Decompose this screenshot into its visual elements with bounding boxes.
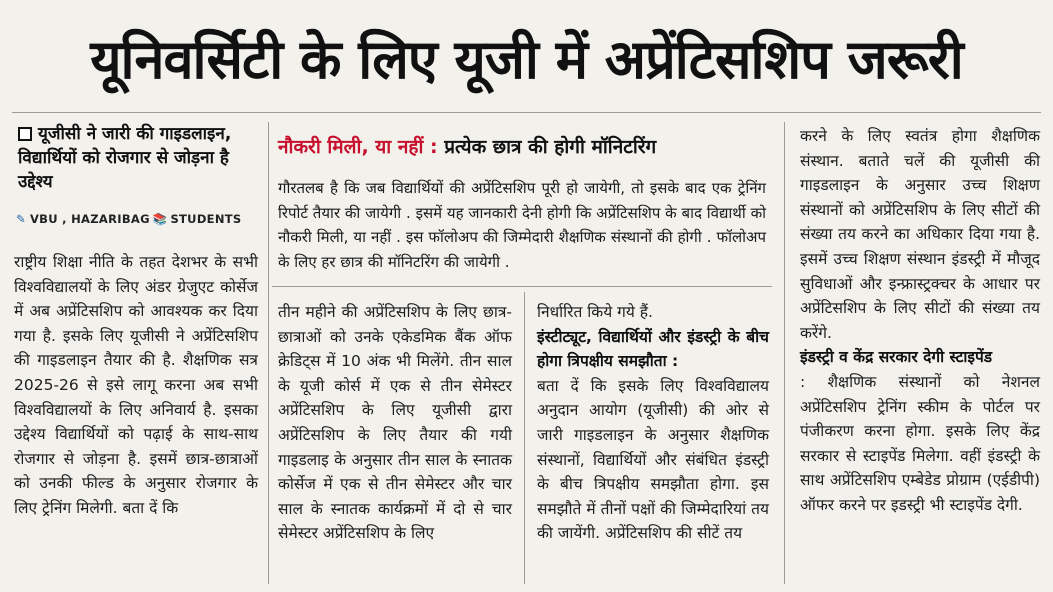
box-subhead [278, 134, 778, 160]
column-4-heading: इंडस्ट्री व केंद्र सरकार देगी स्टाइपेंड [800, 348, 993, 367]
column-4-body: : शैक्षणिक संस्थानों को नेशनल अप्रेंटिसशिप ट्रेनिंग स्कीम के पोर्टल पर पंजीकरण करना होगा. इसके लिए केंद्र सरकार से स्टाइपेंड मिलेगा. वहीं इंडस्ट्री के साथ अप्रेंटिसशिप एम्बेडेड प्रोग्राम (एईडीपी) ऑफर करने पर इडस्ट्री भी स्टाइपेंड देगी. [800, 372, 1040, 514]
checkbox-bullet-icon [18, 127, 32, 141]
column-2 [278, 300, 512, 546]
column-4-lead: करने के लिए स्वतंत्र होगा शैक्षणिक संस्थान. बताते चलें की यूजीसी की गाइडलाइन के अनुसार उच्च शिक्षण संस्थानों को अप्रेंटिसशिप के लिए सीटों की संख्या तय करने का अधिकार दिया गया है. इसमें उच्च शिक्षण संस्थान इंडस्ट्री में मौजूद सुविधाओं और इन्फ्रास्ट्रक्चर के आधार पर अप्रेंटिसशिप के लिए सीटों की संख्या तय करेंगे. [800, 127, 1040, 342]
subhead-black: प्रत्येक छात्र की होगी मॉनिटरिंग [444, 136, 657, 158]
column-4 [800, 124, 1040, 518]
column-3-heading: इंस्टीट्यूट, विद्यार्थियों और इंडस्ट्री के बीच होगा त्रिपक्षीय समझौता : [537, 327, 769, 371]
byline [16, 212, 266, 226]
column-2-text: तीन महीने की अप्रेंटिसशिप के लिए छात्र-छात्राओं को उनके एकेडमिक बैंक ऑफ क्रेडिट्स में 10 अंक भी मिलेंगे. तीन साल के यूजी कोर्स में एक से तीन सेमेस्टर अप्रेंटिसशिप के लिए यूजीसी द्वारा अप्रेंटिसशिप के लिए तैयार की गयी गाइडलाइ के अनुसार तीन साल के स्नातक कोर्सेज में एक से तीन सेमेस्टर और चार साल के स्नातक कार्यक्रमों में दो से चार सेमेस्टर अप्रेंटिसशिप के लिए [278, 303, 512, 543]
subhead-red: नौकरी मिली, या नहीं : [278, 136, 438, 158]
books-icon: 📚 [152, 212, 168, 226]
top-rule [12, 112, 1041, 113]
column-1 [14, 250, 258, 521]
headline: यूनिवर्सिटी के लिए यूजी में अप्रेंटिसशिप जरूरी [90, 28, 963, 91]
box-bottom-rule [272, 286, 772, 287]
column-1-text: राष्ट्रीय शिक्षा नीति के तहत देशभर के सभी विश्वविद्यालयों के लिए अंडर ग्रेजुएट कोर्सेज में अब अप्रेंटिसशिप को आवश्यक कर दिया गया है. इसके लिए यूजीसी ने अप्रेंटिसशिप की गाइडलाइन तैयार की है. शैक्षणिक सत्र 2025-26 से इसे लागू करना अब सभी विश्वविद्यालयों के लिए अनिवार्य है. इसका उद्देश्य विद्यार्थियों को पढ़ाई के साथ-साथ रोजगार से जोड़ना है. इसमें छात्र-छात्राओं को उनकी फील्ड के अनुसार रोजगार के लिए ट्रेनिंग मिलेगी. बता दें कि [14, 253, 258, 517]
column-3-body: बता दें कि इसके लिए विश्वविद्यालय अनुदान आयोग (यूजीसी) की ओर से जारी गाइडलाइन के अनुसार शैक्षणिक संस्थानों, विद्यार्थियों और संबंधित इंडस्ट्री के बीच त्रिपक्षीय समझौता होगा. इस समझौते में तीनों पक्षों की जिम्मेदारियां तय की जायेंगी. अप्रेंटिसशिप की सीटें तय [537, 376, 769, 543]
box-paragraph: गौरतलब है कि जब विद्यार्थियों की अप्रेंटिसशिप पूरी हो जायेगी, तो इसके बाद एक ट्रेनिंग रिपोर्ट तैयार की जायेगी . इसमें यह जानकारी देनी होगी कि अप्रेंटिसशिप के बाद विद्यार्थी को नौकरी मिली, या नहीं . इस फॉलोअप की जिम्मेदारी शैक्षणिक संस्थानों की होगी . फॉलोअप के लिए हर छात्र की मॉनिटरिंग की जायेगी . [278, 179, 766, 271]
column-divider-3 [784, 122, 785, 584]
column-divider-1 [268, 122, 269, 584]
column-3 [537, 300, 769, 546]
pen-icon: ✎ [16, 212, 26, 226]
byline-place: VBU , HAZARIBAG [29, 212, 150, 226]
deck [18, 122, 263, 194]
column-divider-2 [524, 292, 525, 584]
deck-text: यूजीसी ने जारी की गाइडलाइन, विद्यार्थियों को रोजगार से जोड़ना है उद्देश्य [18, 124, 232, 192]
byline-section: STUDENTS [170, 212, 242, 226]
column-3-lead: निर्धारित किये गये हैं. [537, 303, 653, 321]
